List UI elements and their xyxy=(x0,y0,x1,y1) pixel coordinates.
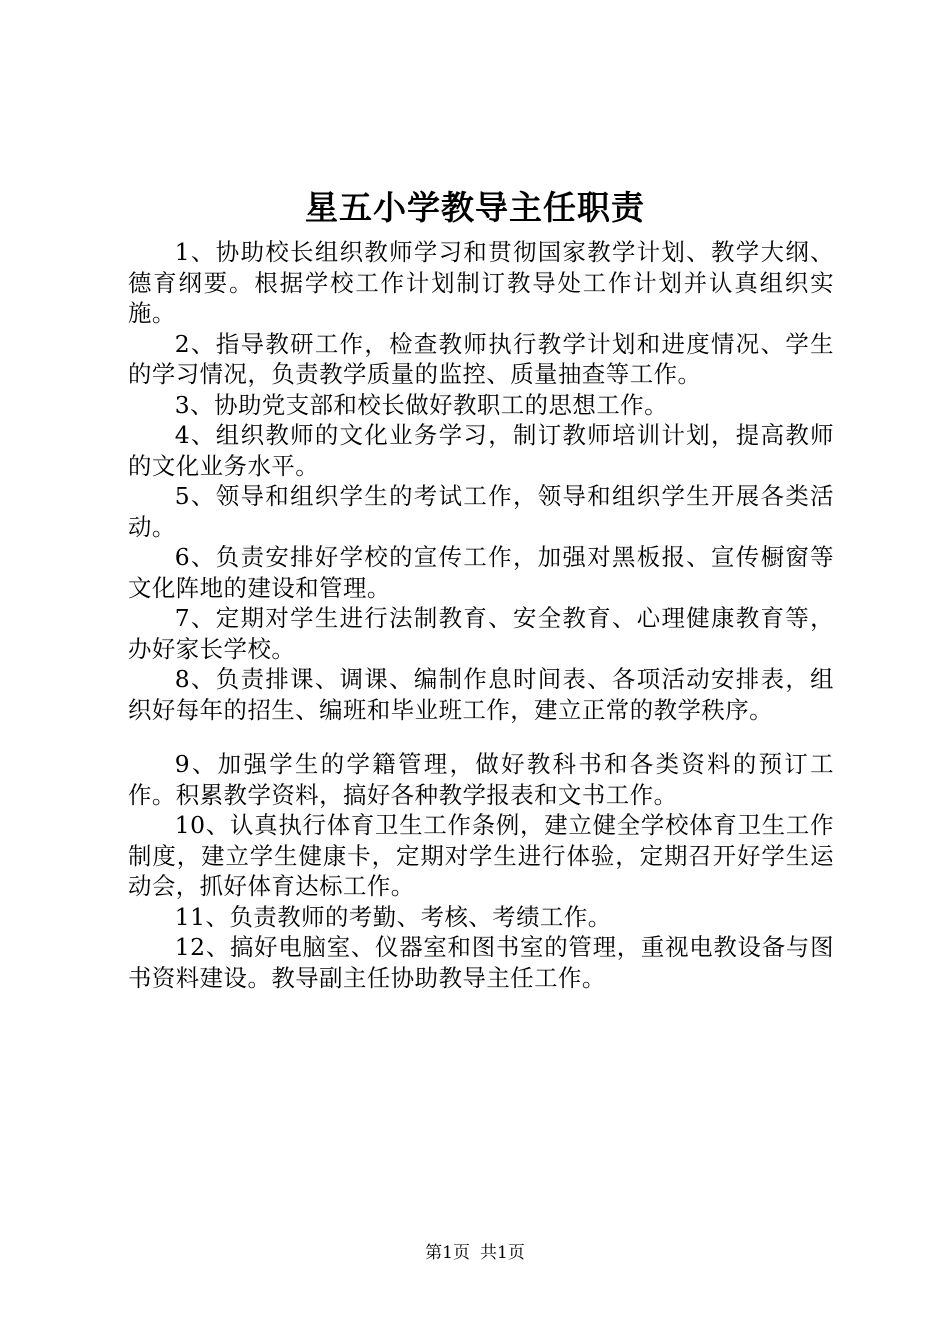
page-total: 共1页 xyxy=(480,1243,525,1263)
paragraph-8: 8、负责排课、调课、编制作息时间表、各项活动安排表，组织好每年的招生、编班和毕业班工作，建立正常的教学秩序。 xyxy=(128,665,834,724)
paragraph-12: 12、搞好电脑室、仪器室和图书室的管理，重视电教设备与图书资料建设。教导副主任协助教导主任工作。 xyxy=(128,933,834,992)
paragraph-2: 2、指导教研工作，检查教师执行教学计划和进度情况、学生的学习情况，负责教学质量的监控、质量抽查等工作。 xyxy=(128,329,834,388)
paragraph-4: 4、组织教师的文化业务学习，制订教师培训计划，提高教师的文化业务水平。 xyxy=(128,421,834,480)
page-title: 星五小学教导主任职责 xyxy=(305,188,645,227)
paragraph-11: 11、负责教师的考勤、考核、考绩工作。 xyxy=(174,902,612,931)
page-number: 第1页 xyxy=(425,1243,470,1263)
paragraph-7: 7、定期对学生进行法制教育、安全教育、心理健康教育等，办好家长学校。 xyxy=(128,604,834,663)
paragraph-10: 10、认真执行体育卫生工作条例，建立健全学校体育卫生工作制度，建立学生健康卡，定期对学生进行体验，定期召开好学生运动会，抓好体育达标工作。 xyxy=(128,811,834,900)
paragraph-1: 1、协助校长组织教师学习和贯彻国家教学计划、教学大纲、德育纲要。根据学校工作计划制订教导处工作计划并认真组织实施。 xyxy=(128,238,834,327)
document-body xyxy=(128,237,834,993)
paragraph-9: 9、加强学生的学籍管理，做好教科书和各类资料的预订工作。积累教学资料，搞好各种教学报表和文书工作。 xyxy=(128,750,834,809)
page-footer xyxy=(0,1241,950,1265)
paragraph-6: 6、负责安排好学校的宣传工作，加强对黑板报、宣传橱窗等文化阵地的建设和管理。 xyxy=(128,543,834,602)
paragraph-5: 5、领导和组织学生的考试工作，领导和组织学生开展各类活动。 xyxy=(128,482,834,541)
paragraph-3: 3、协助党支部和校长做好教职工的思想工作。 xyxy=(174,390,668,419)
